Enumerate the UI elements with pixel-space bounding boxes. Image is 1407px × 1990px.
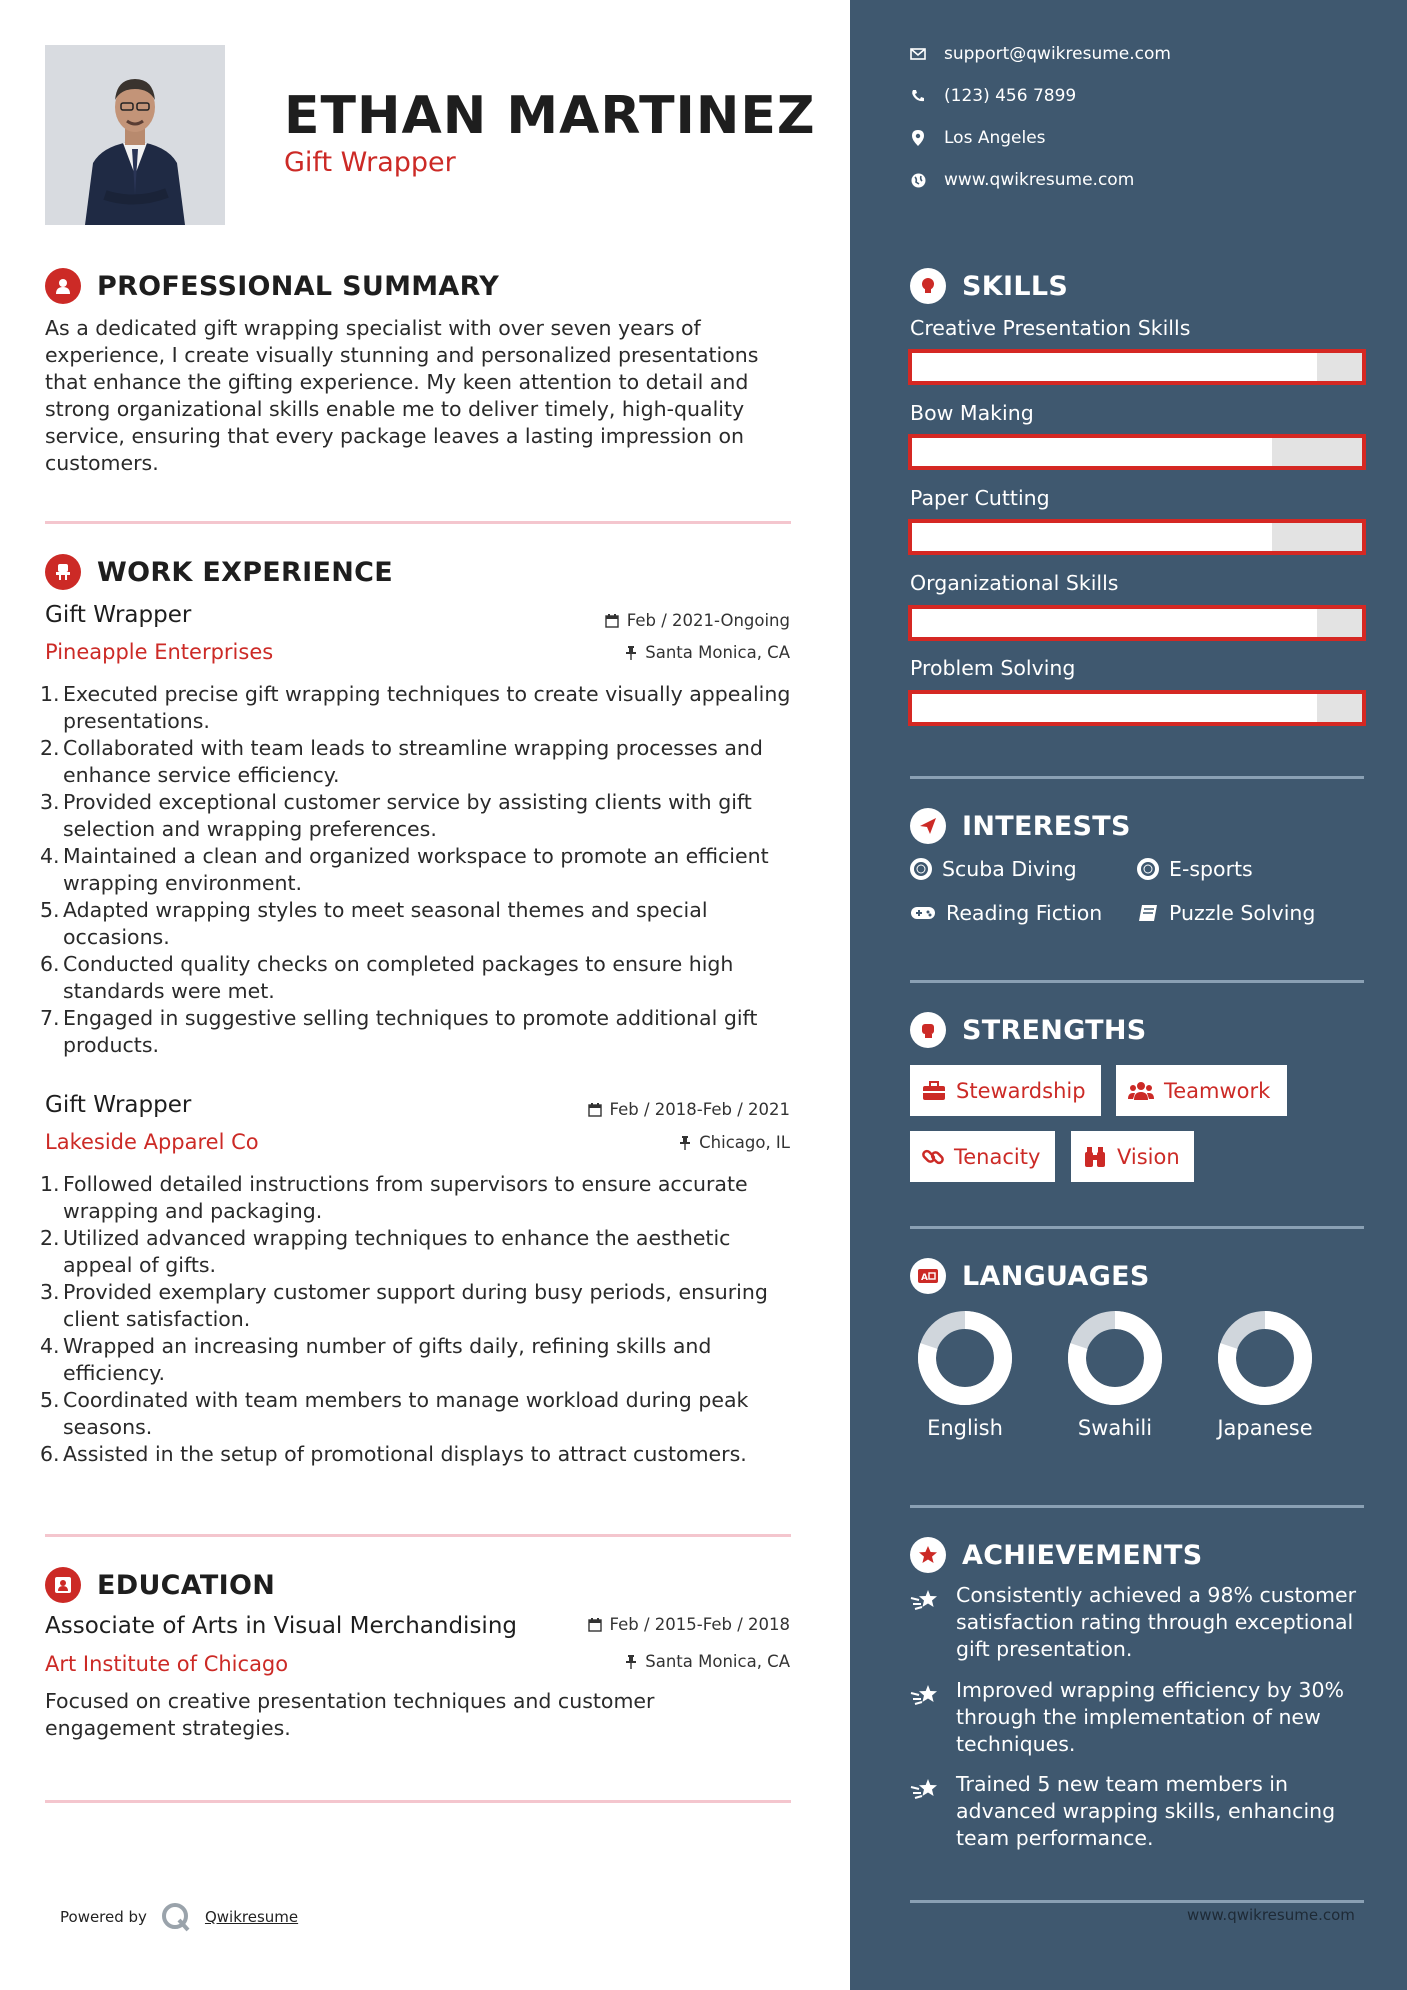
qwikresume-link[interactable]: Qwikresume xyxy=(204,1908,299,1926)
skill-label: Creative Presentation Skills xyxy=(910,316,1191,340)
gamepad-icon xyxy=(910,905,936,921)
list-number: 4. xyxy=(40,1334,60,1358)
interests-heading: INTERESTS xyxy=(910,808,1131,844)
job-duty-text: Engaged in suggestive selling techniques to promote additional gift products. xyxy=(63,1006,758,1057)
qwikresume-logo-icon xyxy=(161,1902,191,1932)
job-duty-text: Utilized advanced wrapping techniques to enhance the aesthetic appeal of gifts. xyxy=(63,1226,731,1277)
skill-bar-fill xyxy=(912,353,1317,381)
achievement-item: Trained 5 new team members in advanced wrapping skills, enhancing team performance. xyxy=(910,1771,1370,1852)
job-duty-text: Provided exemplary customer support during busy periods, ensuring client satisfaction. xyxy=(63,1280,768,1331)
job-duty-text: Executed precise gift wrapping techniques to create visually appealing presentations. xyxy=(63,682,791,733)
job-duty-item xyxy=(40,1441,800,1468)
job-dates: Feb / 2018-Feb / 2021 xyxy=(588,1100,790,1119)
language-label: Swahili xyxy=(1077,1416,1153,1440)
language-donut xyxy=(1217,1310,1313,1406)
job-location: Chicago, IL xyxy=(679,1133,790,1152)
job-duty-item xyxy=(40,843,800,897)
education-dates: Feb / 2015-Feb / 2018 xyxy=(588,1615,790,1634)
language-label: English xyxy=(927,1416,1003,1440)
job-duty-item xyxy=(40,951,800,1005)
summary-heading: PROFESSIONAL SUMMARY xyxy=(45,268,499,304)
language-item xyxy=(1190,1310,1340,1440)
skills-heading: SKILLS xyxy=(910,268,1068,304)
skill-label: Bow Making xyxy=(910,401,1034,425)
job-duties-list xyxy=(40,1171,800,1468)
list-number: 3. xyxy=(40,790,60,814)
job-duty-text: Conducted quality checks on completed packages to ensure high standards were met. xyxy=(63,952,734,1003)
list-number: 2. xyxy=(40,736,60,760)
skill-bar xyxy=(908,434,1366,470)
job-duty-item xyxy=(40,1171,800,1225)
pin-icon xyxy=(625,646,637,660)
section-divider xyxy=(45,1800,791,1803)
lightbulb-icon xyxy=(910,268,946,304)
degree-title: Associate of Arts in Visual Merchandising xyxy=(45,1613,517,1639)
list-number: 3. xyxy=(40,1280,60,1304)
job-duty-item xyxy=(40,789,800,843)
job-duty-text: Followed detailed instructions from supervisors to ensure accurate wrapping and packaging. xyxy=(63,1172,748,1223)
star-icon xyxy=(910,1537,946,1573)
strength-badge: Tenacity xyxy=(910,1131,1055,1182)
list-number: 5. xyxy=(40,898,60,922)
job-duty-text: Coordinated with team members to manage workload during peak seasons. xyxy=(63,1388,749,1439)
link-icon xyxy=(922,1146,944,1168)
svg-text:A: A xyxy=(921,1273,928,1283)
job-duty-text: Collaborated with team leads to streamline wrapping processes and enhance service efficiency. xyxy=(63,736,763,787)
interest-item: E-sports xyxy=(1137,857,1253,881)
job-duty-item xyxy=(40,1225,800,1279)
user-icon xyxy=(45,268,81,304)
section-divider xyxy=(45,521,791,524)
language-donut xyxy=(1067,1310,1163,1406)
job-duty-item xyxy=(40,1279,800,1333)
interest-item: Reading Fiction xyxy=(910,901,1102,925)
achievements-heading: ACHIEVEMENTS xyxy=(910,1537,1203,1573)
skill-bar-fill xyxy=(912,694,1317,722)
list-number: 1. xyxy=(40,682,60,706)
strength-badge: Vision xyxy=(1071,1131,1194,1182)
contact-website[interactable]: www.qwikresume.com xyxy=(910,170,1134,190)
phone-icon xyxy=(910,88,926,104)
graduate-icon xyxy=(45,1567,81,1603)
skill-label: Paper Cutting xyxy=(910,486,1050,510)
candidate-title: Gift Wrapper xyxy=(284,147,456,178)
interest-item: Puzzle Solving xyxy=(1137,901,1315,925)
section-divider xyxy=(910,1226,1364,1229)
section-divider xyxy=(910,980,1364,983)
skill-label: Organizational Skills xyxy=(910,571,1119,595)
language-item xyxy=(890,1310,1040,1440)
interest-item: Scuba Diving xyxy=(910,857,1077,881)
skill-bar xyxy=(908,519,1366,555)
job-duty-item xyxy=(40,735,800,789)
lifebuoy-icon xyxy=(1137,858,1159,880)
job-duty-text: Maintained a clean and organized workspace to promote an efficient wrapping environment. xyxy=(63,844,769,895)
job-dates: Feb / 2021-Ongoing xyxy=(605,611,790,630)
company-name: Pineapple Enterprises xyxy=(45,640,274,664)
list-number: 5. xyxy=(40,1388,60,1412)
powered-by: Powered by Qwikresume xyxy=(60,1902,298,1932)
list-number: 7. xyxy=(40,1006,60,1030)
section-divider xyxy=(910,1505,1364,1508)
language-icon xyxy=(910,1258,946,1294)
job-duty-item xyxy=(40,1387,800,1441)
skill-bar xyxy=(908,349,1366,385)
users-icon xyxy=(1128,1081,1154,1101)
education-description: Focused on creative presentation techniques and customer engagement strategies. xyxy=(45,1689,655,1740)
education-heading: EDUCATION xyxy=(45,1567,275,1603)
job-title: Gift Wrapper xyxy=(45,1092,192,1118)
job-duty-text: Provided exceptional customer service by assisting clients with gift selection and wrapping preferences. xyxy=(63,790,752,841)
shooting-star-icon xyxy=(910,1771,940,1852)
contact-location: Los Angeles xyxy=(910,128,1046,148)
chair-icon xyxy=(45,554,81,590)
strength-badge: Teamwork xyxy=(1116,1065,1287,1116)
skill-bar-fill xyxy=(912,438,1272,466)
school-name: Art Institute of Chicago xyxy=(45,1652,289,1676)
calendar-icon xyxy=(588,1618,602,1632)
job-duty-item xyxy=(40,1333,800,1387)
section-divider xyxy=(910,1900,1364,1903)
globe-icon xyxy=(910,172,926,188)
pin-icon xyxy=(679,1136,691,1150)
skill-bar-fill xyxy=(912,523,1272,551)
job-duty-text: Wrapped an increasing number of gifts daily, refining skills and efficiency. xyxy=(63,1334,712,1385)
contact-email[interactable]: support@qwikresume.com xyxy=(910,44,1171,64)
list-number: 4. xyxy=(40,844,60,868)
briefcase-icon xyxy=(922,1081,946,1101)
job-duties-list xyxy=(40,681,800,1059)
binoculars-icon xyxy=(1083,1146,1107,1168)
education-location: Santa Monica, CA xyxy=(625,1652,790,1671)
footer-website[interactable]: www.qwikresume.com xyxy=(1187,1906,1355,1924)
languages-heading: A LANGUAGES xyxy=(910,1258,1150,1294)
skill-bar xyxy=(908,605,1366,641)
contact-phone[interactable]: (123) 456 7899 xyxy=(910,86,1076,106)
pin-icon xyxy=(625,1655,637,1669)
shooting-star-icon xyxy=(910,1677,940,1758)
language-donut xyxy=(917,1310,1013,1406)
profile-photo xyxy=(45,45,225,225)
job-title: Gift Wrapper xyxy=(45,602,192,628)
company-name: Lakeside Apparel Co xyxy=(45,1130,259,1154)
skill-bar-fill xyxy=(912,609,1317,637)
skill-label: Problem Solving xyxy=(910,656,1076,680)
fist-icon xyxy=(910,1012,946,1048)
work-heading: WORK EXPERIENCE xyxy=(45,554,393,590)
section-divider xyxy=(910,776,1364,779)
calendar-icon xyxy=(605,614,619,628)
calendar-icon xyxy=(588,1103,602,1117)
achievement-item: Improved wrapping efficiency by 30% through the implementation of new techniques. xyxy=(910,1677,1370,1758)
skill-bar xyxy=(908,690,1366,726)
section-divider xyxy=(45,1534,791,1537)
achievement-item: Consistently achieved a 98% customer satisfaction rating through exceptional gift presentation. xyxy=(910,1582,1370,1663)
job-duty-item xyxy=(40,897,800,951)
job-location: Santa Monica, CA xyxy=(625,643,790,662)
language-item xyxy=(1040,1310,1190,1440)
candidate-name: ETHAN MARTINEZ xyxy=(284,86,816,146)
list-number: 6. xyxy=(40,952,60,976)
job-duty-item xyxy=(40,1005,800,1059)
envelope-icon xyxy=(910,46,926,62)
job-duty-text: Assisted in the setup of promotional displays to attract customers. xyxy=(63,1442,747,1466)
strength-badge: Stewardship xyxy=(910,1065,1101,1116)
language-label: Japanese xyxy=(1217,1416,1313,1440)
shooting-star-icon xyxy=(910,1582,940,1663)
job-duty-text: Adapted wrapping styles to meet seasonal themes and special occasions. xyxy=(63,898,708,949)
strengths-heading: STRENGTHS xyxy=(910,1012,1147,1048)
summary-text: As a dedicated gift wrapping specialist with over seven years of experience, I create visually stunning and personalized presentations that enhance the gifting experience. My keen attention to detail and strong organizational skills enable me to deliver timely, high-quality service, ensuring that every package leaves a lasting impression on customers. xyxy=(45,316,759,475)
paper-plane-icon xyxy=(910,808,946,844)
lifebuoy-icon xyxy=(910,858,932,880)
map-marker-icon xyxy=(910,130,926,146)
list-number: 1. xyxy=(40,1172,60,1196)
job-duty-item xyxy=(40,681,800,735)
book-icon xyxy=(1137,903,1159,923)
list-number: 2. xyxy=(40,1226,60,1250)
list-number: 6. xyxy=(40,1442,60,1466)
